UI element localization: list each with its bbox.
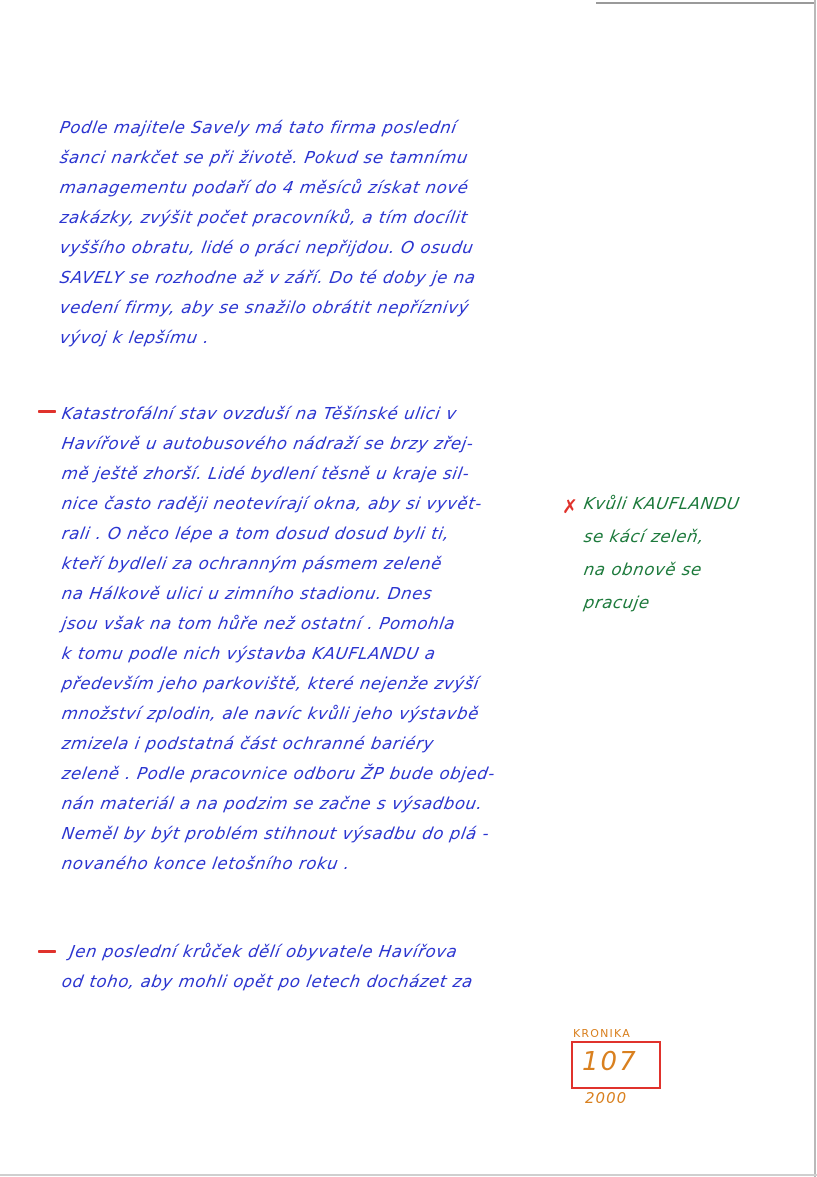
handwritten-line: kteří bydleli za ochranným pásmem zeleně xyxy=(60,554,444,573)
handwritten-line: k tomu podle nich výstavba KAUFLANDU a xyxy=(60,644,438,663)
scan-edge-right xyxy=(814,0,816,1177)
red-dash-bullet xyxy=(38,950,56,953)
handwritten-line: zmizela i podstatná část ochranné bariéry xyxy=(60,734,436,753)
handwritten-line: Havířově u autobusového nádraží se brzy zřej- xyxy=(60,434,476,453)
handwritten-line: šanci narkčet se při životě. Pokud se tamnímu xyxy=(58,148,470,167)
handwritten-line: vývoj k lepšímu . xyxy=(58,328,212,347)
handwritten-line: jsou však na tom hůře než ostatní . Pomohla xyxy=(60,614,457,633)
handwritten-line: SAVELY se rozhodne až v září. Do té doby je na xyxy=(58,268,478,287)
stamp-page-number: 107 xyxy=(582,1047,638,1077)
stamp-title: KRONIKA xyxy=(573,1027,631,1040)
handwritten-line: na Hálkově ulici u zimního stadionu. Dnes xyxy=(60,584,434,603)
handwritten-line: novaného konce letošního roku . xyxy=(60,854,352,873)
handwritten-line: vyššího obratu, lidé o práci nepřijdou. O osudu xyxy=(58,238,476,257)
handwritten-line: zeleně . Podle pracovnice odboru ŽP bude objed- xyxy=(60,764,497,783)
handwritten-line: managementu podaří do 4 měsíců získat nové xyxy=(58,178,471,197)
handwritten-line: rali . O něco lépe a tom dosud dosud byli ti, xyxy=(60,524,452,543)
handwritten-line: množství zplodin, ale navíc kvůli jeho výstavbě xyxy=(60,704,481,723)
scan-edge-top xyxy=(596,2,814,4)
margin-note-line: pracuje xyxy=(582,593,652,612)
handwritten-line: od toho, aby mohli opět po letech docházet za xyxy=(60,972,475,991)
handwritten-line: Neměl by být problém stihnout výsadbu do plá - xyxy=(60,824,491,843)
margin-note-line: Kvůli KAUFLANDU xyxy=(582,494,742,513)
handwritten-line: vedení firmy, aby se snažilo obrátit nepříznivý xyxy=(58,298,471,317)
handwritten-line: mě ještě zhorší. Lidé bydlení těsně u kraje sil- xyxy=(60,464,471,483)
handwritten-line: Podle majitele Savely má tato firma poslední xyxy=(58,118,459,137)
handwritten-line: nán materiál a na podzim se začne s výsadbou. xyxy=(60,794,485,813)
stamp-year: 2000 xyxy=(585,1089,628,1107)
chronicle-stamp xyxy=(568,1027,664,1117)
red-cross-marker: ✗ xyxy=(562,496,578,518)
handwritten-line: především jeho parkoviště, které nejenže zvýší xyxy=(60,674,481,693)
red-dash-bullet xyxy=(38,410,56,413)
handwritten-line: nice často raději neotevírají okna, aby si vyvět- xyxy=(60,494,484,513)
handwritten-line: zakázky, zvýšit počet pracovníků, a tím docílit xyxy=(58,208,470,227)
margin-note-line: na obnově se xyxy=(582,560,704,579)
margin-note-line: se kácí zeleň, xyxy=(582,527,706,546)
scan-edge-bottom xyxy=(0,1174,817,1176)
handwritten-line: Jen poslední krůček dělí obyvatele Havířova xyxy=(68,942,459,961)
handwritten-line: Katastrofální stav ovzduší na Těšínské ulici v xyxy=(60,404,459,423)
